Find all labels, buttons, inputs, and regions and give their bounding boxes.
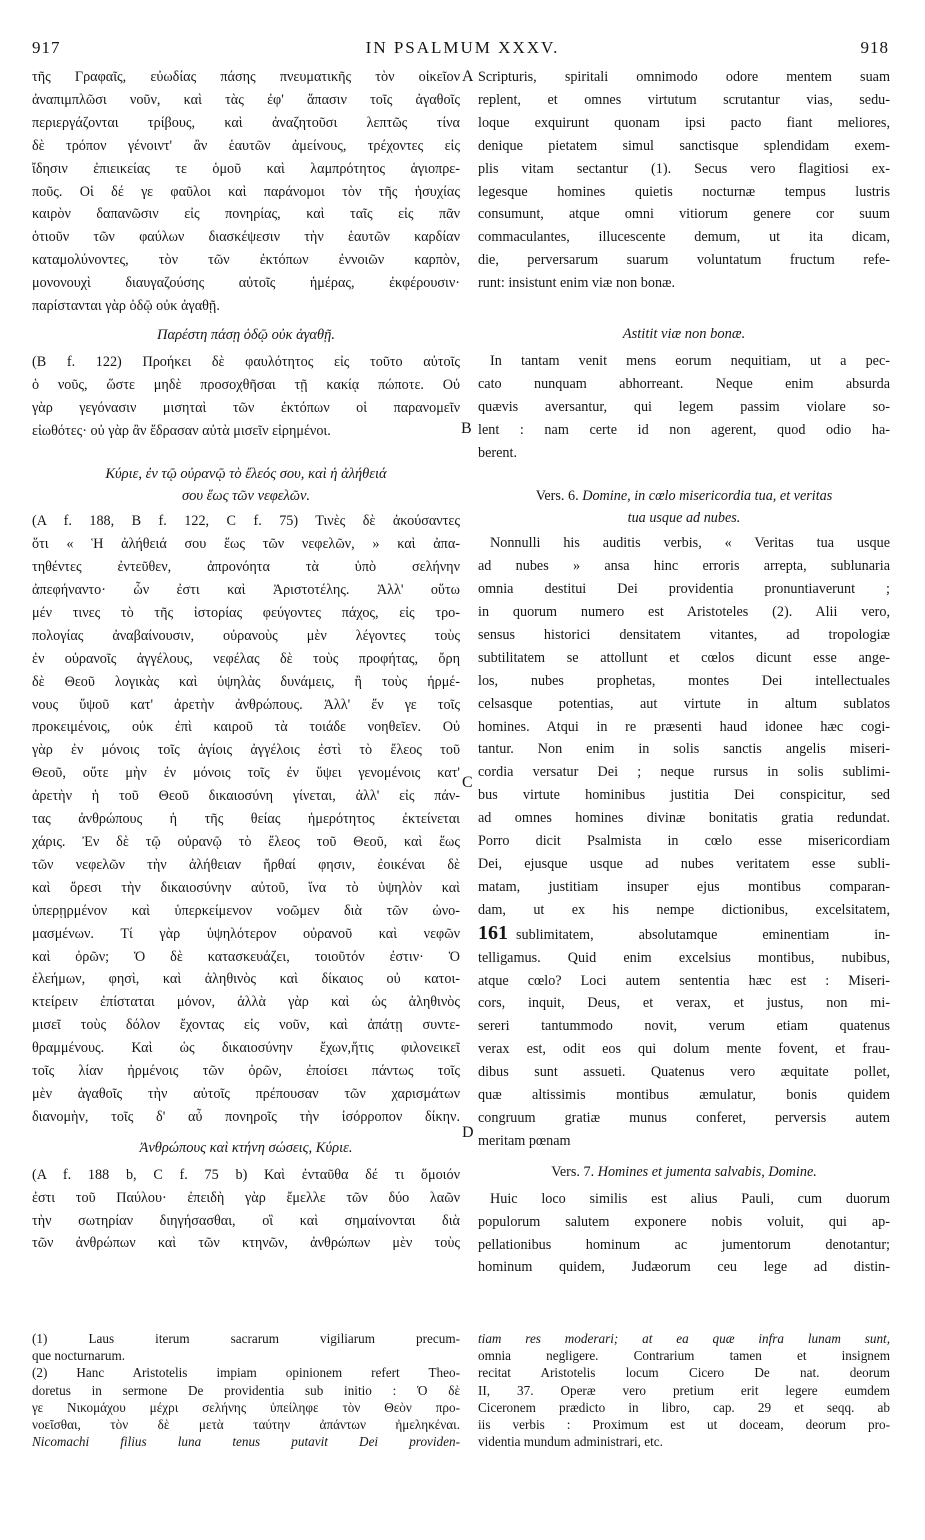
verse-text: Homines et jumenta salvabis, Domine. [597, 1163, 817, 1180]
verse-text: Domine, in cœlo misericordia tua, et veritas [582, 487, 833, 504]
text-line: θραμμένους. Καὶ ὡς δικαιοσύνην ἔχων,ἥτις φιλονεικεῖ [32, 1040, 460, 1057]
text-line: ἀρετὴν ἡ τοῦ Θεοῦ δικαιοσύνη γίνεται, ἀλλ' εἰς πάν- [32, 788, 460, 805]
text-line: sensus historici densitatem vitantes, ad tropologiæ [478, 626, 890, 643]
text-line: cors, inquit, Deus, et verax, et justus, non mi- [478, 995, 890, 1012]
footnote-line: tiam res moderari; at ea quæ infra lunam sunt, [478, 1331, 890, 1346]
text-line: Θεοῦ, οὔτε μὴν ἐν μόνοις τοῖς ἐν ὕψει γενομένοις κατ' [32, 765, 460, 782]
footnote-line: Nicomachi filius luna tenus putavit Dei providen- [32, 1434, 460, 1450]
text-line: ἐν οὐρανοῖς ἀγγέλους, νεφέλας δὲ τοὺς προφήτας, ὄρη [32, 650, 460, 667]
greek-heading-verse-7: Ἀνθρώπους καὶ κτήνη σώσεις, Κύριε. [139, 1139, 353, 1156]
text-line: ἐλεήμων, φησὶ, καὶ ἀληθινὸς καὶ δίκαιος οὐ κατοι- [32, 971, 460, 988]
text-line: quæ altissimis montibus æmulatur, bonis quidem [478, 1087, 890, 1104]
greek-paragraph-4 [32, 1164, 460, 1256]
text-line: παρίστανται γὰρ ὁδῷ οὐκ ἀγαθῇ. [32, 298, 220, 315]
greek-heading-verse-5: Παρέστη πάσῃ ὁδῷ οὐκ ἀγαθῇ. [157, 326, 335, 343]
latin-column [478, 66, 890, 1279]
text-line: telligamus. Quid enim excelsius montibus, nubibus, [478, 949, 890, 966]
text-line: verax est, odit eos qui dolum mente fovent, et frau- [478, 1041, 890, 1058]
text-line: πολογίας ἀναβαίνουσιν, οὐρανοὺς μὲν λέγοντες τοὺς [32, 627, 460, 644]
greek-heading-verse-6 [32, 463, 460, 509]
text-line: omnia destitui Dei providentia pronuntiaverunt ; [478, 581, 890, 598]
text-line: ὁτιοῦν τῶν φαύλων διασκέψεσιν τὴν ἑαυτῶν καρδίαν [32, 229, 460, 246]
text-line: runt: insistunt enim viæ non bonæ. [478, 275, 676, 292]
text-line: pellationibus hominum ac jumentorum denotantur; [478, 1236, 890, 1253]
text-line: δὲ Θεοῦ λογικὰς καὶ ὑψηλὰς δυνάμεις, ἢ τοὺς ἡρμέ- [32, 673, 460, 690]
text-line-161 [478, 922, 890, 947]
footnote-line: νοεῖσθαι, τὸν δὲ μετὰ ταύτην ἀπάντων ἠμεληκέναι. [32, 1417, 460, 1433]
text-line: populorum salutem exponere nobis voluit, qui ap- [478, 1213, 890, 1230]
text-line: ποῦς. Οἱ δέ γε φαῦλοι καὶ παράνομοι τὸν τῆς ἡσυχίας [32, 183, 460, 200]
text-line: διανομὴν, τοῖς δ' αὖ πονηροῖς τὴν ἰσόρροπον δίκην. [32, 1108, 460, 1125]
text-line: lent : nam certe id non agerent, quod odio ha- [478, 421, 890, 438]
latin-heading-verse-5: Astitit viæ non bonæ. [622, 326, 746, 343]
text-line: τῶν ἀνθρώπων καὶ τῶν κτηνῶν, ἀνθρώπων μὲν τοὺς [32, 1235, 460, 1252]
text-line: περιεργάζονται τρίβους, καὶ ἀναζητοῦσι λεπτῶς τίνα [32, 114, 460, 131]
latin-heading-verse-6 [478, 485, 890, 531]
marginal-number-161: 161 [478, 921, 508, 944]
text-line: cordia versatur Dei ; neque rursus in solis sublimi- [478, 764, 890, 781]
text-line: (Α f. 188, Β f. 122, C f. 75) Τινὲς δὲ ἀκούσαντες [32, 513, 460, 530]
text-line: μέν τινες τὸ τῆς ἱστορίας φεύγοντες πάχος, εἰς τρο- [32, 604, 460, 621]
text-line: in quorum numero est Aristoteles (2). Alii vero, [478, 604, 890, 621]
heading-line: Κύριε, ἐν τῷ οὐρανῷ τὸ ἔλεός σου, καὶ ἡ ἀλήθειά [105, 465, 387, 482]
running-title: IN PSALMUM XXXV. [365, 38, 560, 57]
page-header [0, 38, 925, 62]
footnotes-left [32, 1330, 460, 1450]
text-line: μονονουχὶ διαυγαζούσης αὐτοῖς ἡμέρας, ἐκφέρουσιν· [32, 275, 460, 292]
text-line: καὶ ὀρῶν; Ὁ δὲ κατασκευάζει, τοιοῦτόν ἐστιν· Ὁ [32, 948, 460, 965]
column-number-left: 917 [32, 38, 61, 57]
text-line: τας ἀνθρώπους ἡ τῆς θείας ἡμερότητος ἐκτείνεται [32, 811, 460, 828]
text-line: tantur. Non enim in solis sanctis angelis miseri- [478, 741, 890, 758]
footnote-line: (1) Laus iterum sacrarum vigiliarum precum- [32, 1331, 460, 1346]
footnote-line: videntia mundum administrari, etc. [478, 1434, 663, 1450]
text-line: denique pietatem simul sanctisque splendidam exem- [478, 137, 890, 154]
marker-c: C [462, 774, 473, 791]
text-line: ὅτι « Ἡ ἀλήθειά σου ἕως τῶν νεφελῶν, » καὶ ἀπα- [32, 536, 460, 553]
text-line: legesque homines quietis nocturnæ tempus lustris [478, 183, 890, 200]
text-line: homines. Atqui in re præsenti haud idonee hæc cogi- [478, 718, 890, 735]
footnote-line: omnia negligere. Contrarium tamen et insignem [478, 1348, 890, 1364]
text-line: τηθέντες ἐντεῦθεν, ἀπρονόητα τὰ ὑπὸ σελήνην [32, 559, 460, 576]
text-line: In tantam venit mens eorum nequitiam, ut a pec- [490, 352, 890, 369]
text-line: meritam pœnam [478, 1132, 571, 1149]
marker-a: A [462, 68, 474, 85]
text-line: bus virtute hominibus justitia Dei conspicitur, sed [478, 787, 890, 804]
text-line: consumunt, atque omni vitiorum genere cor suum [478, 206, 890, 223]
text-line: matam, justitiam insuper ejus montibus comparan- [478, 878, 890, 895]
heading-line: σου ἕως τῶν νεφελῶν. [181, 488, 311, 505]
greek-paragraph-2 [32, 351, 460, 443]
text-line: τὴν σωτηρίαν διηγήσασθαι, οἳ καὶ σημαίνονται διὰ [32, 1212, 460, 1229]
text-line: Huic loco similis est alius Pauli, cum duorum [490, 1190, 890, 1207]
verse-label: Vers. 7. [551, 1163, 595, 1180]
text-line: νους ὕψοῦ κατ' ἀρετὴν ἀνθρώπους. Ἀλλ' ἔν γε τοῖς [32, 696, 460, 713]
greek-paragraph-3 [32, 510, 460, 1128]
text-line: ὁ νοῦς, ὥστε μηδὲ προσοχθῆσαι τῇ κακίᾳ πώποτε. Οὐ [32, 376, 460, 393]
text-line: τῆς Γραφαῖς, εὐωδίας πάσης πνευματικῆς τὸν οἰκεῖον [32, 69, 460, 85]
text-line: προκειμένοις, οὐκ ἐπὶ καιροῦ τὰ τοιάδε νοηθεῖεν. Οὐ [32, 719, 460, 736]
text-line: γὰρ ἐν μόνοις τοῖς ἁγίοις ἀγγέλοις ἐστὶ τὸ ἔλεος τοῦ [32, 742, 460, 759]
footnote-line: Ciceronem prædicto in libro, cap. 29 et seqq. ab [478, 1399, 890, 1415]
text-line: sublimitatem, absolutamque eminentiam in- [516, 926, 890, 943]
footnote-line: II, 37. Operæ vero pretium erit legere eumdem [478, 1382, 890, 1398]
footnote-line: recitat Aristotelis locum Cicero De nat. deorum [478, 1365, 890, 1381]
latin-paragraph-2 [478, 350, 890, 465]
text-line: los, nubes prophetas, montes Dei intellectuales [478, 672, 890, 689]
text-line: γὰρ γεγόνασιν μισηταὶ τῶν ἐκτόπων οἱ παρανομεῖν [32, 399, 460, 416]
latin-paragraph-4 [478, 1188, 890, 1280]
text-line: berent. [478, 444, 517, 461]
text-line: replent, et omnes virtutum scrutantur vias, sedu- [478, 91, 890, 108]
text-line: καὶ ὄρεσι τὴν δικαιοσύνην αὐτοῦ, ἵνα τὸ ὑψηλὸν καὶ [32, 879, 460, 896]
text-line: celsasque potentias, aut virtute in altum sublatos [478, 695, 890, 712]
text-line: τῶν νεφελῶν τὴν ἀλήθειαν ἤρθαί φησιν, ἐοικέναι δὲ [32, 856, 460, 873]
latin-paragraph-1 [478, 66, 890, 295]
latin-heading-verse-7 [478, 1161, 890, 1184]
text-line: τοῖς λίαν ἠρμένοις τῶν ὀρῶν, ἐποίσει πάντως τοῖς [32, 1063, 460, 1080]
latin-paragraph-3 [478, 532, 890, 1152]
footnote-line: (2) Hanc Aristotelis impiam opinionem refert Theo- [32, 1365, 460, 1381]
text-line: Dei, ejusque usque ad nubes veritatem esse subli- [478, 856, 890, 872]
verse-label: Vers. 6. [535, 487, 579, 504]
text-line: ad omnes homines divinæ bonitatis gratia redundat. [478, 810, 890, 827]
greek-paragraph-1 [32, 66, 460, 318]
text-line: Nonnulli his auditis verbis, « Veritas tua usque [490, 535, 890, 552]
column-number-right: 918 [860, 38, 889, 57]
marker-d: D [462, 1124, 474, 1141]
footnote-line: doretus in sermone De providentia sub initio : Ὁ δὲ [32, 1382, 460, 1398]
text-line: δὲ τρόπον γένοιντ' ἂν ἑαυτῶν ἀμείνους, τρέχοντες εἰς [32, 137, 460, 154]
text-line: (Β f. 122) Προήκει δὲ φαυλότητος εἰς τοῦτο αὐτοῖς [32, 353, 460, 370]
text-line: atque cœlo? Loci autem sententia hæc est : Miseri- [478, 972, 890, 989]
text-line: μὲν ἀγαθοῖς τὴν αὐτοῖς πρέπουσαν τῶν χαρισμάτων [32, 1085, 460, 1102]
text-line: καιρὸν δαπανῶσιν εἰς πονηρίας, καὶ ταῖς εἰς πᾶν [32, 206, 460, 223]
text-line: loque exquirunt quonam ipsi pacto fiant meliores, [478, 114, 890, 131]
text-line: subtilitatem se attollunt et cœlos dicunt esse ange- [478, 649, 890, 666]
footnote-line: iis verbis : Proximum est ut doceam, deorum pro- [478, 1417, 890, 1433]
text-line: Scripturis, spiritali omnimodo odore mentem suam [478, 69, 890, 85]
text-line: ἴδησιν ἐπιεικείας τε ὁμοῦ καὶ λαμπρότητος ἁγιοπρε- [32, 160, 460, 177]
text-line: die, perversarum suarum voluntatum fructum refe- [478, 252, 890, 269]
text-line: καταμολύνοντες, τὸν τῶν ἐκτόπων ἐννοιῶν καρπὸν, [32, 252, 460, 269]
text-line: ad nubes » ansa hinc erroris arrepta, sublunaria [478, 558, 890, 575]
text-line: ἀπεφήναντο· ὧν ἐστι καὶ Ἀριστοτέλης. Ἀλλ' οὕτω [32, 582, 460, 599]
footnote-line: γε Νικομάχου μέχρι σελήνης ὑπείληφε τὸν Θεὸν προ- [32, 1399, 460, 1415]
text-line: χάρις. Ἐν δὲ τῷ οὐρανῷ τὸ ἔλεος τοῦ Θεοῦ, καὶ ἕως [32, 834, 460, 850]
verse-text: tua usque ad nubes. [627, 510, 741, 527]
text-line: ὑπερῃρμένον καὶ ὑπερκείμενον νοῶμεν διὰ τῶν ὠνο- [32, 902, 460, 919]
text-line: plis vitam sectantur (1). Secus vero flagitiosi ex- [478, 160, 890, 177]
text-line: ἐστι τοῦ Παύλου· ἐπειδὴ γὰρ ἔμελλε τῶν δύο λαῶν [32, 1189, 460, 1206]
footnotes-right [478, 1330, 890, 1450]
text-line: hominum quidem, Judæorum ceu lege ad distin- [478, 1259, 890, 1276]
text-line: εἰωθότες· οὐ γὰρ ἂν ἔδρασαν αὐτὰ μισεῖν εἰρημένοι. [32, 422, 331, 439]
text-line: μισεῖ τοὺς δόλον ἔχοντας εἰς νοῦν, καὶ ἀπάτῃ συντε- [32, 1017, 460, 1034]
text-line: congruum gratiæ munus conferet, perversis autem [478, 1109, 890, 1126]
text-line: quævis aversantur, qui legem passim violare so- [478, 398, 890, 415]
text-line: dam, ut ex his nempe dictionibus, excelsitatem, [478, 901, 890, 918]
text-line: (Α f. 188 b, C f. 75 b) Καὶ ἐνταῦθα δέ τι ὅμοιόν [32, 1166, 460, 1183]
text-line: μασμένων. Τί γὰρ ὑψηλότερον οὐρανοῦ καὶ νεφῶν [32, 925, 460, 942]
text-line: Porro dicit Psalmista in cœlo esse misericordiam [478, 833, 890, 850]
text-line: commaculantes, illucescente demum, ut ita dicam, [478, 229, 890, 246]
greek-column [32, 66, 460, 1255]
text-line: sereri tantummodo novit, verum etiam quatenus [478, 1018, 890, 1035]
text-line: dibus sunt assueti. Quatenus vero æquitate pollet, [478, 1064, 890, 1081]
text-line: ἀναπιμπλῶσι νοῦν, καὶ τὰς ἐφ' ἅπασιν τοῖς ἀγαθοῖς [32, 91, 460, 108]
text-line: κτείρειν ἐπίσταται μόνον, ἀλλὰ γὰρ καὶ ὡς ἀληθινὸς [32, 994, 460, 1011]
marker-b: B [461, 420, 472, 437]
footnote-line: que nocturnarum. [32, 1348, 126, 1364]
text-line: cato nunquam abhorreant. Neque enim absurda [478, 375, 890, 392]
